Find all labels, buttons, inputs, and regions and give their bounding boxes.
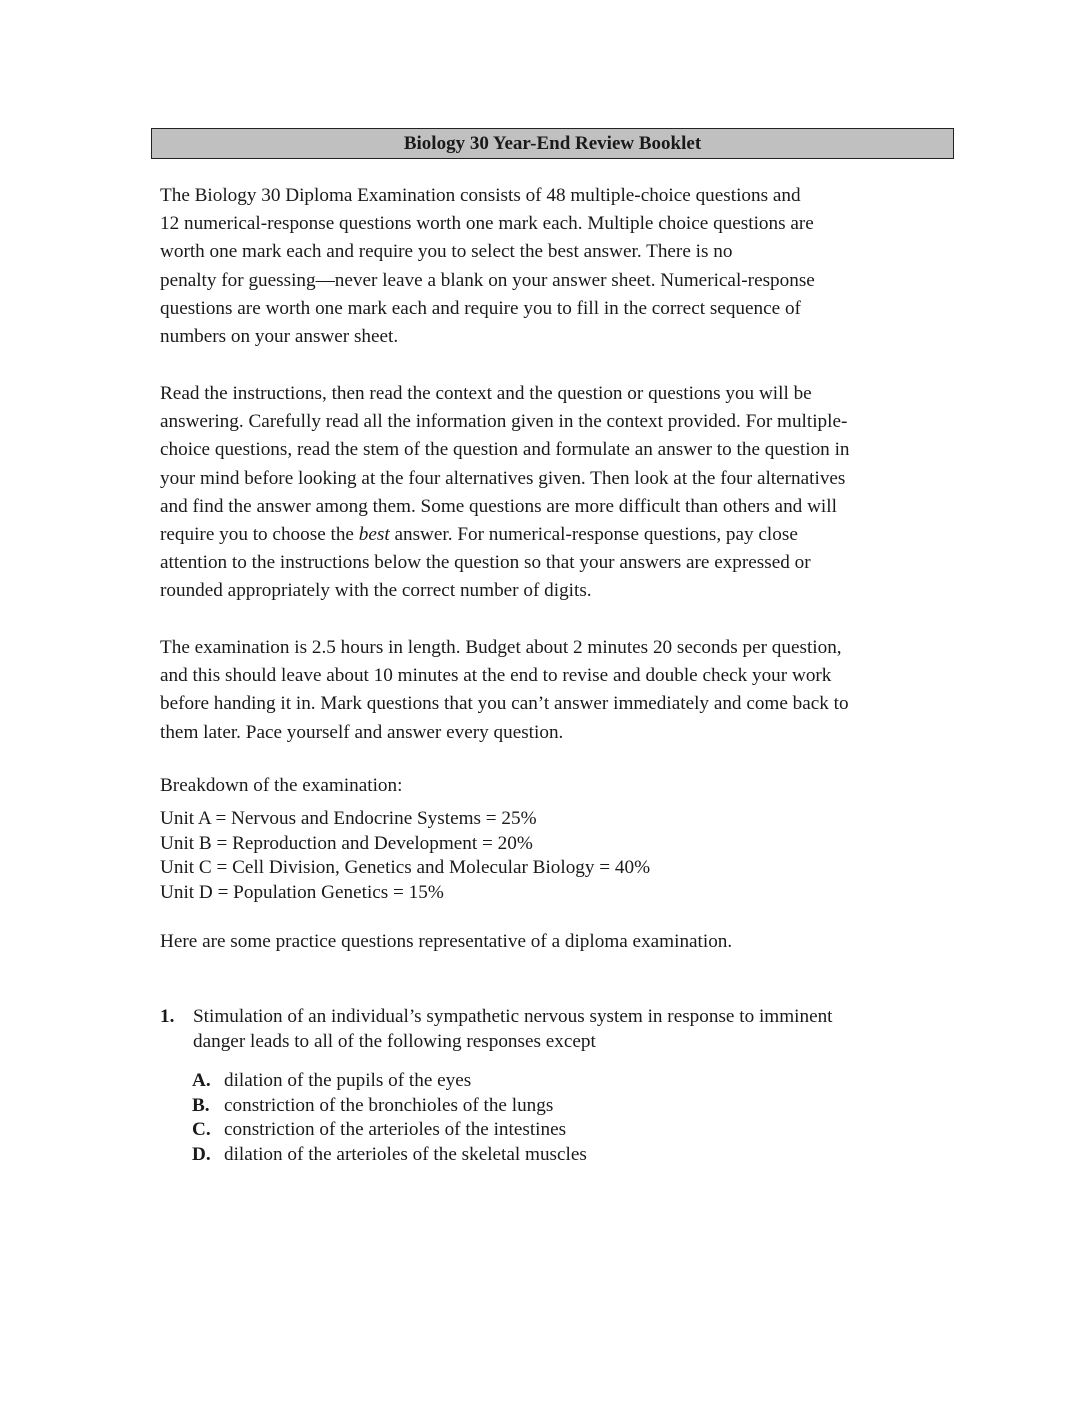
text-segment: require you to choose the — [160, 524, 359, 546]
practice-intro: Here are some practice questions representative of a diploma examination. — [160, 931, 733, 952]
breakdown-heading: Breakdown of the examination: — [160, 775, 403, 796]
stem-line: danger leads to all of the following responses except — [193, 1031, 596, 1052]
option-a — [192, 1069, 587, 1094]
emphasized-word: best — [358, 524, 390, 546]
option-b — [192, 1094, 587, 1119]
text-line: worth one mark each and require you to select the best answer. There is no — [160, 241, 733, 263]
text-line: rounded appropriately with the correct number of digits. — [160, 580, 592, 602]
booklet-title: Biology 30 Year-End Review Booklet — [151, 128, 954, 159]
option-d — [192, 1143, 587, 1168]
option-text: constriction of the bronchioles of the lungs — [224, 1094, 554, 1116]
text-line: questions are worth one mark each and require you to fill in the correct sequence of — [160, 297, 801, 319]
option-letter: B. — [192, 1094, 210, 1116]
text-line: attention to the instructions below the question so that your answers are expressed or — [160, 552, 811, 574]
question-number: 1. — [160, 1006, 175, 1027]
text-line: Read the instructions, then read the context and the question or questions you will be — [160, 383, 812, 404]
option-c — [192, 1118, 587, 1143]
option-text: dilation of the arterioles of the skeletal muscles — [224, 1143, 587, 1165]
text-line: your mind before looking at the four alternatives given. Then look at the four alternatives — [160, 467, 846, 489]
option-letter: A. — [192, 1070, 211, 1091]
text-segment: answer. For numerical-response questions, pay close — [389, 524, 798, 546]
text-line: 12 numerical-response questions worth one mark each. Multiple choice questions are — [160, 213, 814, 235]
text-line: numbers on your answer sheet. — [160, 326, 399, 348]
instructions-paragraph — [160, 380, 950, 606]
text-line: The Biology 30 Diploma Examination consists of 48 multiple-choice questions and — [160, 185, 801, 206]
text-line: The examination is 2.5 hours in length. Budget about 2 minutes 20 seconds per question, — [160, 637, 842, 658]
unit-item: Unit C = Cell Division, Genetics and Molecular Biology = 40% — [160, 857, 651, 878]
option-text: constriction of the arterioles of the intestines — [224, 1119, 567, 1140]
option-letter: C. — [192, 1119, 211, 1140]
text-line: answering. Carefully read all the information given in the context provided. For multiple- — [160, 411, 848, 433]
unit-item: Unit B = Reproduction and Development = 20% — [160, 832, 533, 854]
text-line — [160, 521, 950, 549]
text-line: choice questions, read the stem of the question and formulate an answer to the question in — [160, 439, 850, 461]
stem-line: Stimulation of an individual’s sympathetic nervous system in response to imminent — [193, 1006, 833, 1027]
text-line: them later. Pace yourself and answer every question. — [160, 721, 564, 743]
text-line: before handing it in. Mark questions that you can’t answer immediately and come back to — [160, 693, 849, 715]
timing-paragraph — [160, 634, 950, 747]
question-stem — [193, 1004, 933, 1054]
unit-item: Unit D = Population Genetics = 15% — [160, 881, 444, 903]
option-letter: D. — [192, 1143, 211, 1165]
unit-breakdown-list — [160, 807, 650, 905]
option-text: dilation of the pupils of the eyes — [224, 1070, 472, 1091]
text-line: and this should leave about 10 minutes at the end to revise and double check your work — [160, 665, 832, 687]
answer-options — [192, 1069, 587, 1167]
text-line: and find the answer among them. Some questions are more difficult than others and will — [160, 495, 837, 517]
intro-paragraph — [160, 182, 950, 351]
unit-item: Unit A = Nervous and Endocrine Systems = 25% — [160, 808, 537, 829]
text-line: penalty for guessing—never leave a blank on your answer sheet. Numerical-response — [160, 269, 815, 291]
